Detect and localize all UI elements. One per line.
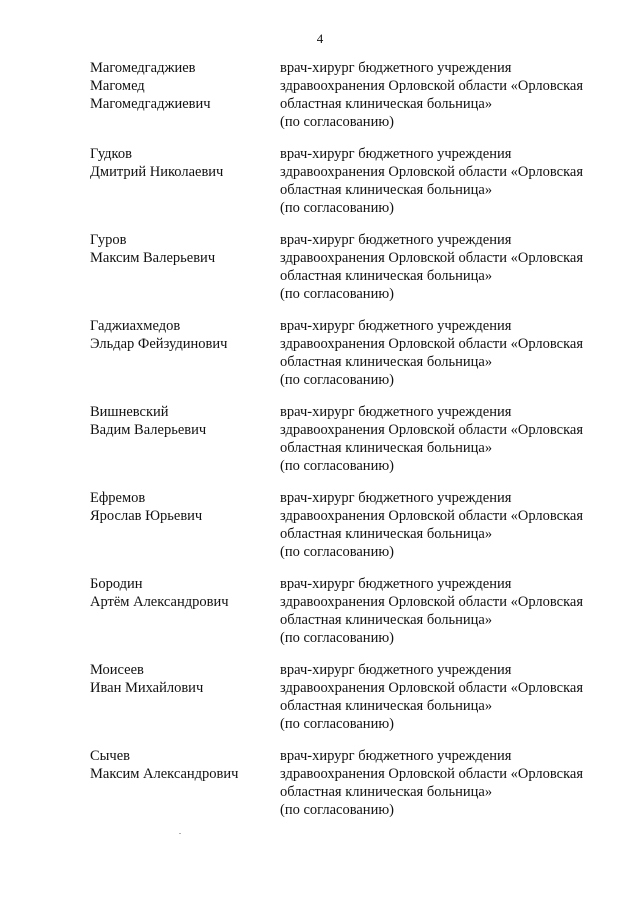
- member-position-line: областная клиническая больница»: [280, 268, 493, 284]
- member-position: [280, 231, 610, 303]
- member-position-line: здравоохранения Орловской области «Орловская: [280, 336, 584, 352]
- member-position: [280, 59, 610, 131]
- member-position-line: здравоохранения Орловской области «Орловская: [280, 508, 584, 524]
- member-position-line: врач-хирург бюджетного учреждения: [280, 748, 512, 764]
- member-position-line: (по согласованию): [280, 200, 394, 216]
- member-position-line: (по согласованию): [280, 630, 394, 646]
- member-name-line: Ярослав Юрьевич: [90, 508, 203, 524]
- member-name: [90, 231, 270, 267]
- member-name-line: Вадим Валерьевич: [90, 422, 207, 438]
- member-position-line: врач-хирург бюджетного учреждения: [280, 318, 512, 334]
- member-position-line: врач-хирург бюджетного учреждения: [280, 146, 512, 162]
- member-name: [90, 575, 270, 611]
- member-position-line: областная клиническая больница»: [280, 526, 493, 542]
- member-name: [90, 145, 270, 181]
- member-position-line: врач-хирург бюджетного учреждения: [280, 232, 512, 248]
- member-position-line: врач-хирург бюджетного учреждения: [280, 576, 512, 592]
- member-position-line: областная клиническая больница»: [280, 698, 493, 714]
- member-name: [90, 661, 270, 697]
- member-name-line: Гаджиахмедов: [90, 318, 181, 334]
- member-name-line: Гудков: [90, 146, 132, 162]
- member-position-line: здравоохранения Орловской области «Орловская: [280, 250, 584, 266]
- member-position-line: (по согласованию): [280, 286, 394, 302]
- member-name-line: Бородин: [90, 576, 143, 592]
- member-position-line: (по согласованию): [280, 114, 394, 130]
- member-position-line: областная клиническая больница»: [280, 612, 493, 628]
- member-position-line: врач-хирург бюджетного учреждения: [280, 404, 512, 420]
- member-name-line: Магомедгаджиев: [90, 60, 196, 76]
- member-entry: [0, 403, 640, 489]
- member-position-line: областная клиническая больница»: [280, 96, 493, 112]
- member-position-line: врач-хирург бюджетного учреждения: [280, 662, 512, 678]
- member-name-line: Иван Михайлович: [90, 680, 204, 696]
- member-name: [90, 747, 270, 783]
- member-position-line: здравоохранения Орловской области «Орловская: [280, 78, 584, 94]
- member-position: [280, 661, 610, 733]
- member-position-line: (по согласованию): [280, 802, 394, 818]
- member-position: [280, 747, 610, 819]
- member-position: [280, 489, 610, 561]
- member-entry: [0, 747, 640, 833]
- member-position-line: здравоохранения Орловской области «Орловская: [280, 766, 584, 782]
- member-entry: [0, 231, 640, 317]
- member-entry: [0, 145, 640, 231]
- member-position-line: областная клиническая больница»: [280, 784, 493, 800]
- member-name: [90, 489, 270, 525]
- member-name: [90, 59, 270, 113]
- member-name-line: Дмитрий Николаевич: [90, 164, 224, 180]
- member-name-line: Моисеев: [90, 662, 144, 678]
- member-position-line: (по согласованию): [280, 716, 394, 732]
- member-position: [280, 317, 610, 389]
- member-name-line: Артём Александрович: [90, 594, 229, 610]
- member-name-line: Максим Александрович: [90, 766, 239, 782]
- member-name-line: Гуров: [90, 232, 127, 248]
- member-position-line: областная клиническая больница»: [280, 440, 493, 456]
- member-name-line: Вишневский: [90, 404, 169, 420]
- member-name-line: Сычев: [90, 748, 130, 764]
- member-position: [280, 403, 610, 475]
- member-name-line: Ефремов: [90, 490, 146, 506]
- member-position-line: врач-хирург бюджетного учреждения: [280, 490, 512, 506]
- member-name-line: Магомедгаджиевич: [90, 96, 211, 112]
- member-position-line: здравоохранения Орловской области «Орловская: [280, 422, 584, 438]
- member-entry: [0, 489, 640, 575]
- member-name-line: Эльдар Фейзудинович: [90, 336, 228, 352]
- member-position-line: областная клиническая больница»: [280, 182, 493, 198]
- member-position-line: врач-хирург бюджетного учреждения: [280, 60, 512, 76]
- member-position-line: (по согласованию): [280, 458, 394, 474]
- member-position: [280, 575, 610, 647]
- member-position-line: здравоохранения Орловской области «Орловская: [280, 680, 584, 696]
- page-number: 4: [316, 31, 324, 46]
- member-entry: [0, 661, 640, 747]
- member-name-line: Магомед: [90, 78, 145, 94]
- member-name-line: Максим Валерьевич: [90, 250, 216, 266]
- member-name: [90, 403, 270, 439]
- member-position: [280, 145, 610, 217]
- member-position-line: здравоохранения Орловской области «Орловская: [280, 594, 584, 610]
- member-name: [90, 317, 270, 353]
- member-position-line: здравоохранения Орловской области «Орловская: [280, 164, 584, 180]
- scan-speck: [179, 833, 181, 834]
- member-position-line: (по согласованию): [280, 372, 394, 388]
- member-position-line: областная клиническая больница»: [280, 354, 493, 370]
- member-position-line: (по согласованию): [280, 544, 394, 560]
- member-entry: [0, 575, 640, 661]
- member-entry: [0, 59, 640, 145]
- member-list: [0, 59, 640, 833]
- member-entry: [0, 317, 640, 403]
